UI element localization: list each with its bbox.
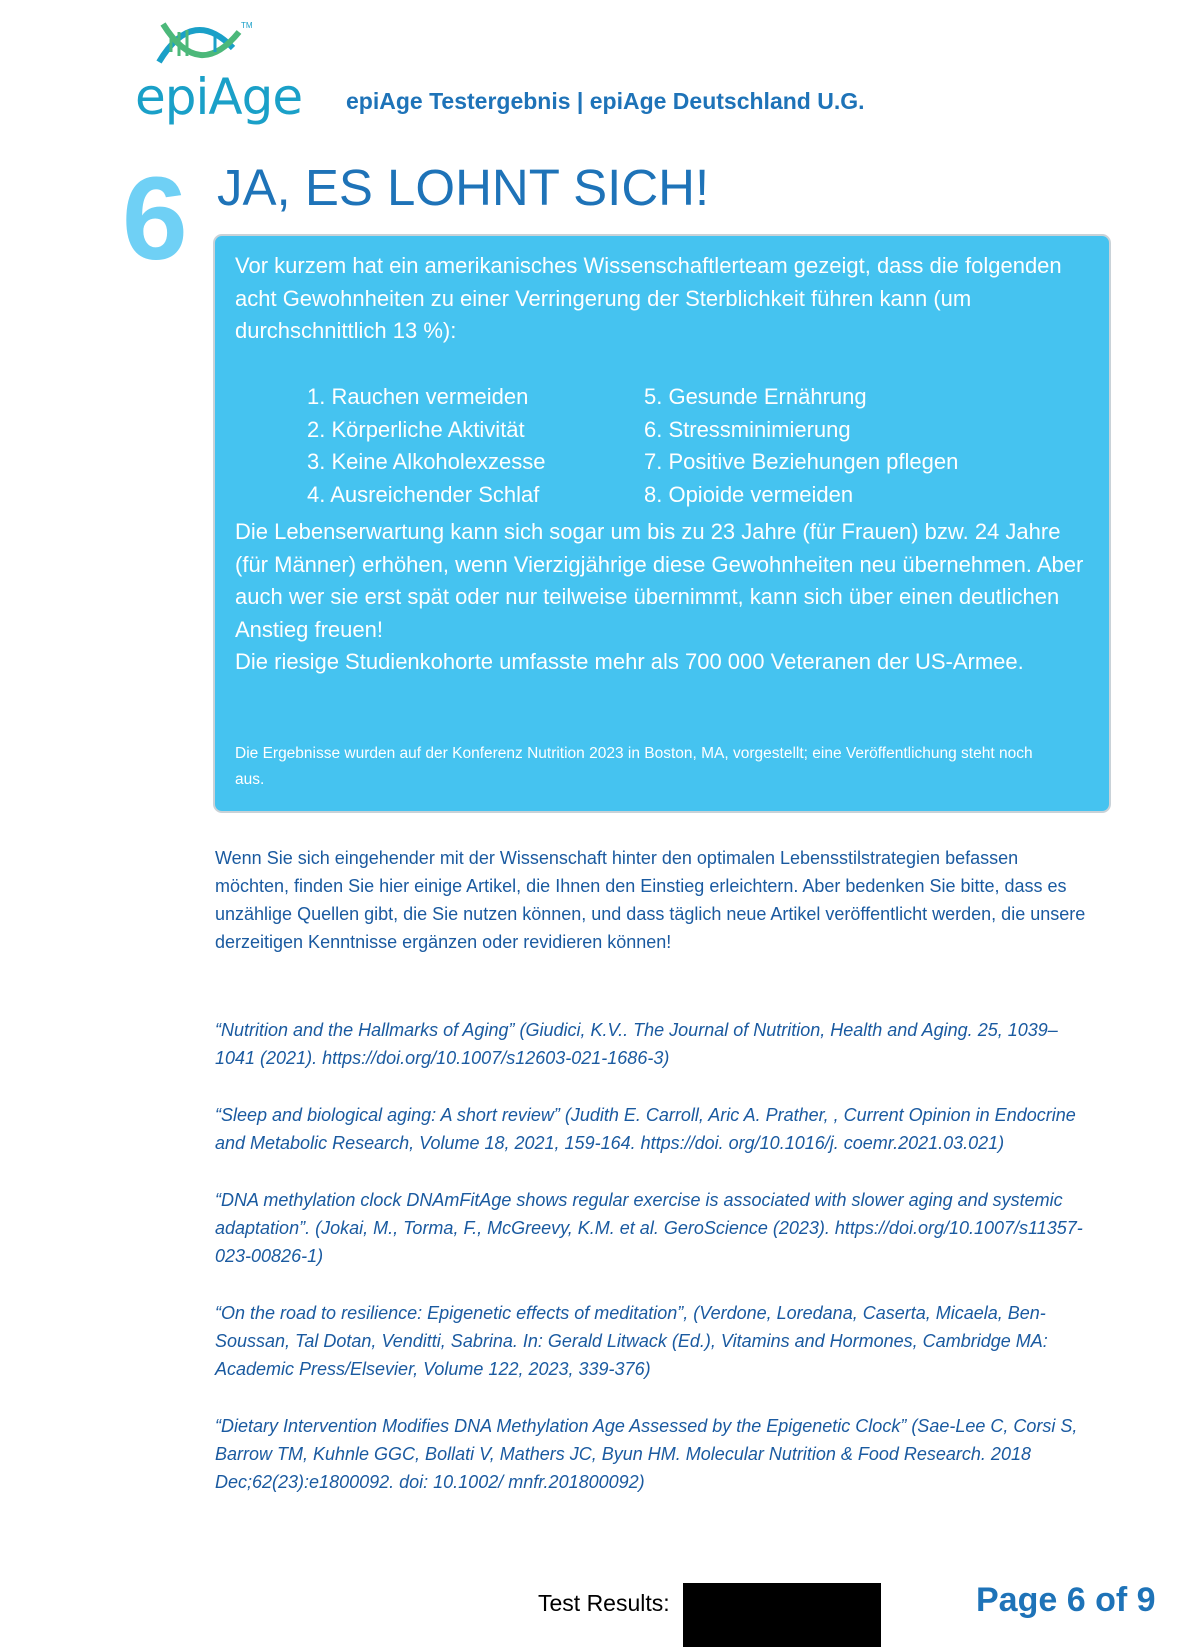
habit-item: 6. Stressminimierung xyxy=(644,416,851,442)
dna-helix-icon xyxy=(153,18,253,68)
reference-item: “DNA methylation clock DNAmFitAge shows regular exercise is associated with slower aging and systemic adaptation”. (Jokai, M., Torma, F., McGreevy, K.M. et al. GeroScience (2023). https://doi.org/10.1007/s11357-023-00826-1) xyxy=(215,1190,1083,1266)
epiage-logo xyxy=(135,18,305,128)
habit-item: 3. Keine Alkoholexzesse xyxy=(307,449,546,474)
callout-body-paragraph: Die Lebenserwartung kann sich sogar um bis zu 23 Jahre (für Frauen) bzw. 24 Jahre (für Männer) erhöhen, wenn Vierzigjährige diese Gewohnheiten neu übernehmen. Aber auch wer sie erst spät oder nur teilweise übernimmt, kann sich über einen deutlichen Anstieg freuen! xyxy=(235,519,1084,642)
habits-column-right xyxy=(644,381,994,511)
habit-item: 5. Gesunde Ernährung xyxy=(644,384,867,409)
section-number: 6 xyxy=(122,153,188,285)
habit-item: 1. Rauchen vermeiden xyxy=(307,384,529,409)
header-title: epiAge Testergebnis | epiAge Deutschland U.G. xyxy=(346,88,865,114)
test-results-label: Test Results: xyxy=(538,1590,670,1616)
habit-item: 2. Körperliche Aktivität xyxy=(307,416,525,442)
logo-wordmark: epiAge xyxy=(135,68,303,126)
habit-item: 4. Ausreichender Schlaf xyxy=(307,481,540,507)
references-list xyxy=(215,1016,1095,1525)
callout-intro: Vor kurzem hat ein amerikanisches Wissenschaftlerteam gezeigt, dass die folgenden acht Gewohnheiten zu einer Verringerung der Sterblichkeit führen kann (um durchschnittlich 13 %): xyxy=(235,253,1062,343)
reference-item: “Dietary Intervention Modifies DNA Methylation Age Assessed by the Epigenetic Clock” (Sae-Lee C, Corsi S, Barrow TM, Kuhnle GGC, Bollati V, Mathers JC, Byun HM. Molecular Nutrition & Food Research. 2018 Dec;62(23):e1800092. doi: 10.1002/ mnfr.201800092) xyxy=(215,1416,1078,1492)
habit-item: 8. Opioide vermeiden xyxy=(644,481,854,507)
callout-body-paragraph: Die riesige Studienkohorte umfasste mehr als 700 000 Veteranen der US-Armee. xyxy=(235,649,1024,674)
references-intro: Wenn Sie sich eingehender mit der Wissenschaft hinter den optimalen Lebensstilstrategien befassen möchten, finden Sie hier einige Artikel, die Ihnen den Einstieg erleichtern. Aber bedenken Sie bitte, dass es unzählige Quellen gibt, die Sie nutzen können, und dass täglich neue Artikel veröffentlicht werden, die unsere derzeitigen Kenntnisse ergänzen oder revidieren können! xyxy=(215,848,1086,952)
page-indicator: Page 6 of 9 xyxy=(976,1581,1156,1619)
redacted-test-id xyxy=(683,1583,881,1647)
info-callout-box xyxy=(213,234,1111,813)
callout-footnote: Die Ergebnisse wurden auf der Konferenz Nutrition 2023 in Boston, MA, vorgestellt; eine Veröffentlichung steht noch aus. xyxy=(235,745,1033,788)
reference-item: “Sleep and biological aging: A short review” (Judith E. Carroll, Aric A. Prather, , Current Opinion in Endocrine and Metabolic Research, Volume 18, 2021, 159-164. https://doi. org/10.1016/j. coemr.2021.03.021) xyxy=(215,1105,1076,1153)
reference-item: “Nutrition and the Hallmarks of Aging” (Giudici, K.V.. The Journal of Nutrition, Health and Aging. 25, 1039–1041 (2021). https://doi.org/10.1007/s12603-021-1686-3) xyxy=(215,1020,1058,1068)
habit-item: 7. Positive Beziehungen pflegen xyxy=(644,449,959,474)
section-title: JA, ES LOHNT SICH! xyxy=(217,159,710,216)
habits-column-left xyxy=(307,381,657,511)
reference-item: “On the road to resilience: Epigenetic effects of meditation”, (Verdone, Loredana, Caserta, Micaela, Ben-Soussan, Tal Dotan, Venditti, Sabrina. In: Gerald Litwack (Ed.), Vitamins and Hormones, Cambridge MA: Academic Press/Elsevier, Volume 122, 2023, 339-376) xyxy=(215,1303,1048,1379)
callout-body xyxy=(235,516,1095,679)
trademark-mark: TM xyxy=(241,21,253,30)
